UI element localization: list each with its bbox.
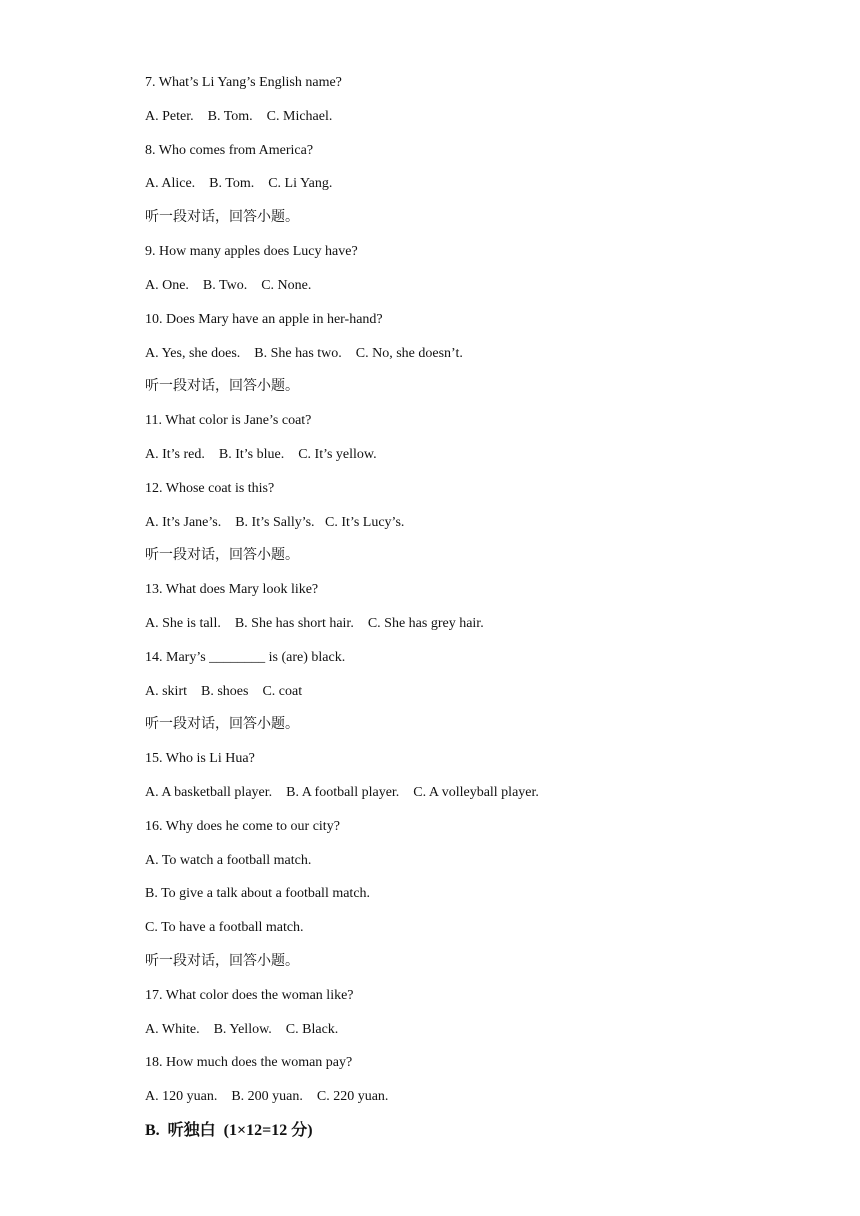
question-16: 16. Why does he come to our city? [145,819,340,834]
question-18-options: A. 120 yuan. B. 200 yuan. C. 220 yuan. [145,1089,389,1104]
question-8: 8. Who comes from America? [145,143,314,158]
question-11-options: A. It’s red. B. It’s blue. C. It’s yellow. [145,447,377,462]
question-9: 9. How many apples does Lucy have? [145,244,358,259]
question-10-options: A. Yes, she does. B. She has two. C. No, she doesn’t. [145,346,463,361]
section-instruction: 听一段对话，回答小题。 [145,717,299,732]
question-13-options: A. She is tall. B. She has short hair. C. She has grey hair. [145,616,484,631]
question-17-options: A. White. B. Yellow. C. Black. [145,1022,339,1037]
question-16-option-b: B. To give a talk about a football match. [145,886,371,901]
question-12: 12. Whose coat is this? [145,481,275,496]
question-16-option-a: A. To watch a football match. [145,853,312,868]
question-14-options: A. skirt B. shoes C. coat [145,684,303,699]
section-b-header: B. 听独白 (1×12=12 分) [145,1122,313,1139]
question-10: 10. Does Mary have an apple in her-hand? [145,312,383,327]
question-14: 14. Mary’s ________ is (are) black. [145,650,346,665]
section-instruction: 听一段对话，回答小题。 [145,548,299,563]
question-7-options: A. Peter. B. Tom. C. Michael. [145,109,333,124]
question-11: 11. What color is Jane’s coat? [145,413,312,428]
section-instruction: 听一段对话，回答小题。 [145,954,299,969]
section-instruction: 听一段对话，回答小题。 [145,210,299,225]
question-8-options: A. Alice. B. Tom. C. Li Yang. [145,176,333,191]
question-17: 17. What color does the woman like? [145,988,354,1003]
question-7: 7. What’s Li Yang’s English name? [145,75,342,90]
question-15: 15. Who is Li Hua? [145,751,255,766]
question-9-options: A. One. B. Two. C. None. [145,278,312,293]
question-15-options: A. A basketball player. B. A football player. C. A volleyball player. [145,785,539,800]
question-16-option-c: C. To have a football match. [145,920,304,935]
question-12-options: A. It’s Jane’s. B. It’s Sally’s. C. It’s Lucy’s. [145,515,405,530]
section-instruction: 听一段对话，回答小题。 [145,379,299,394]
question-13: 13. What does Mary look like? [145,582,319,597]
question-18: 18. How much does the woman pay? [145,1055,353,1070]
